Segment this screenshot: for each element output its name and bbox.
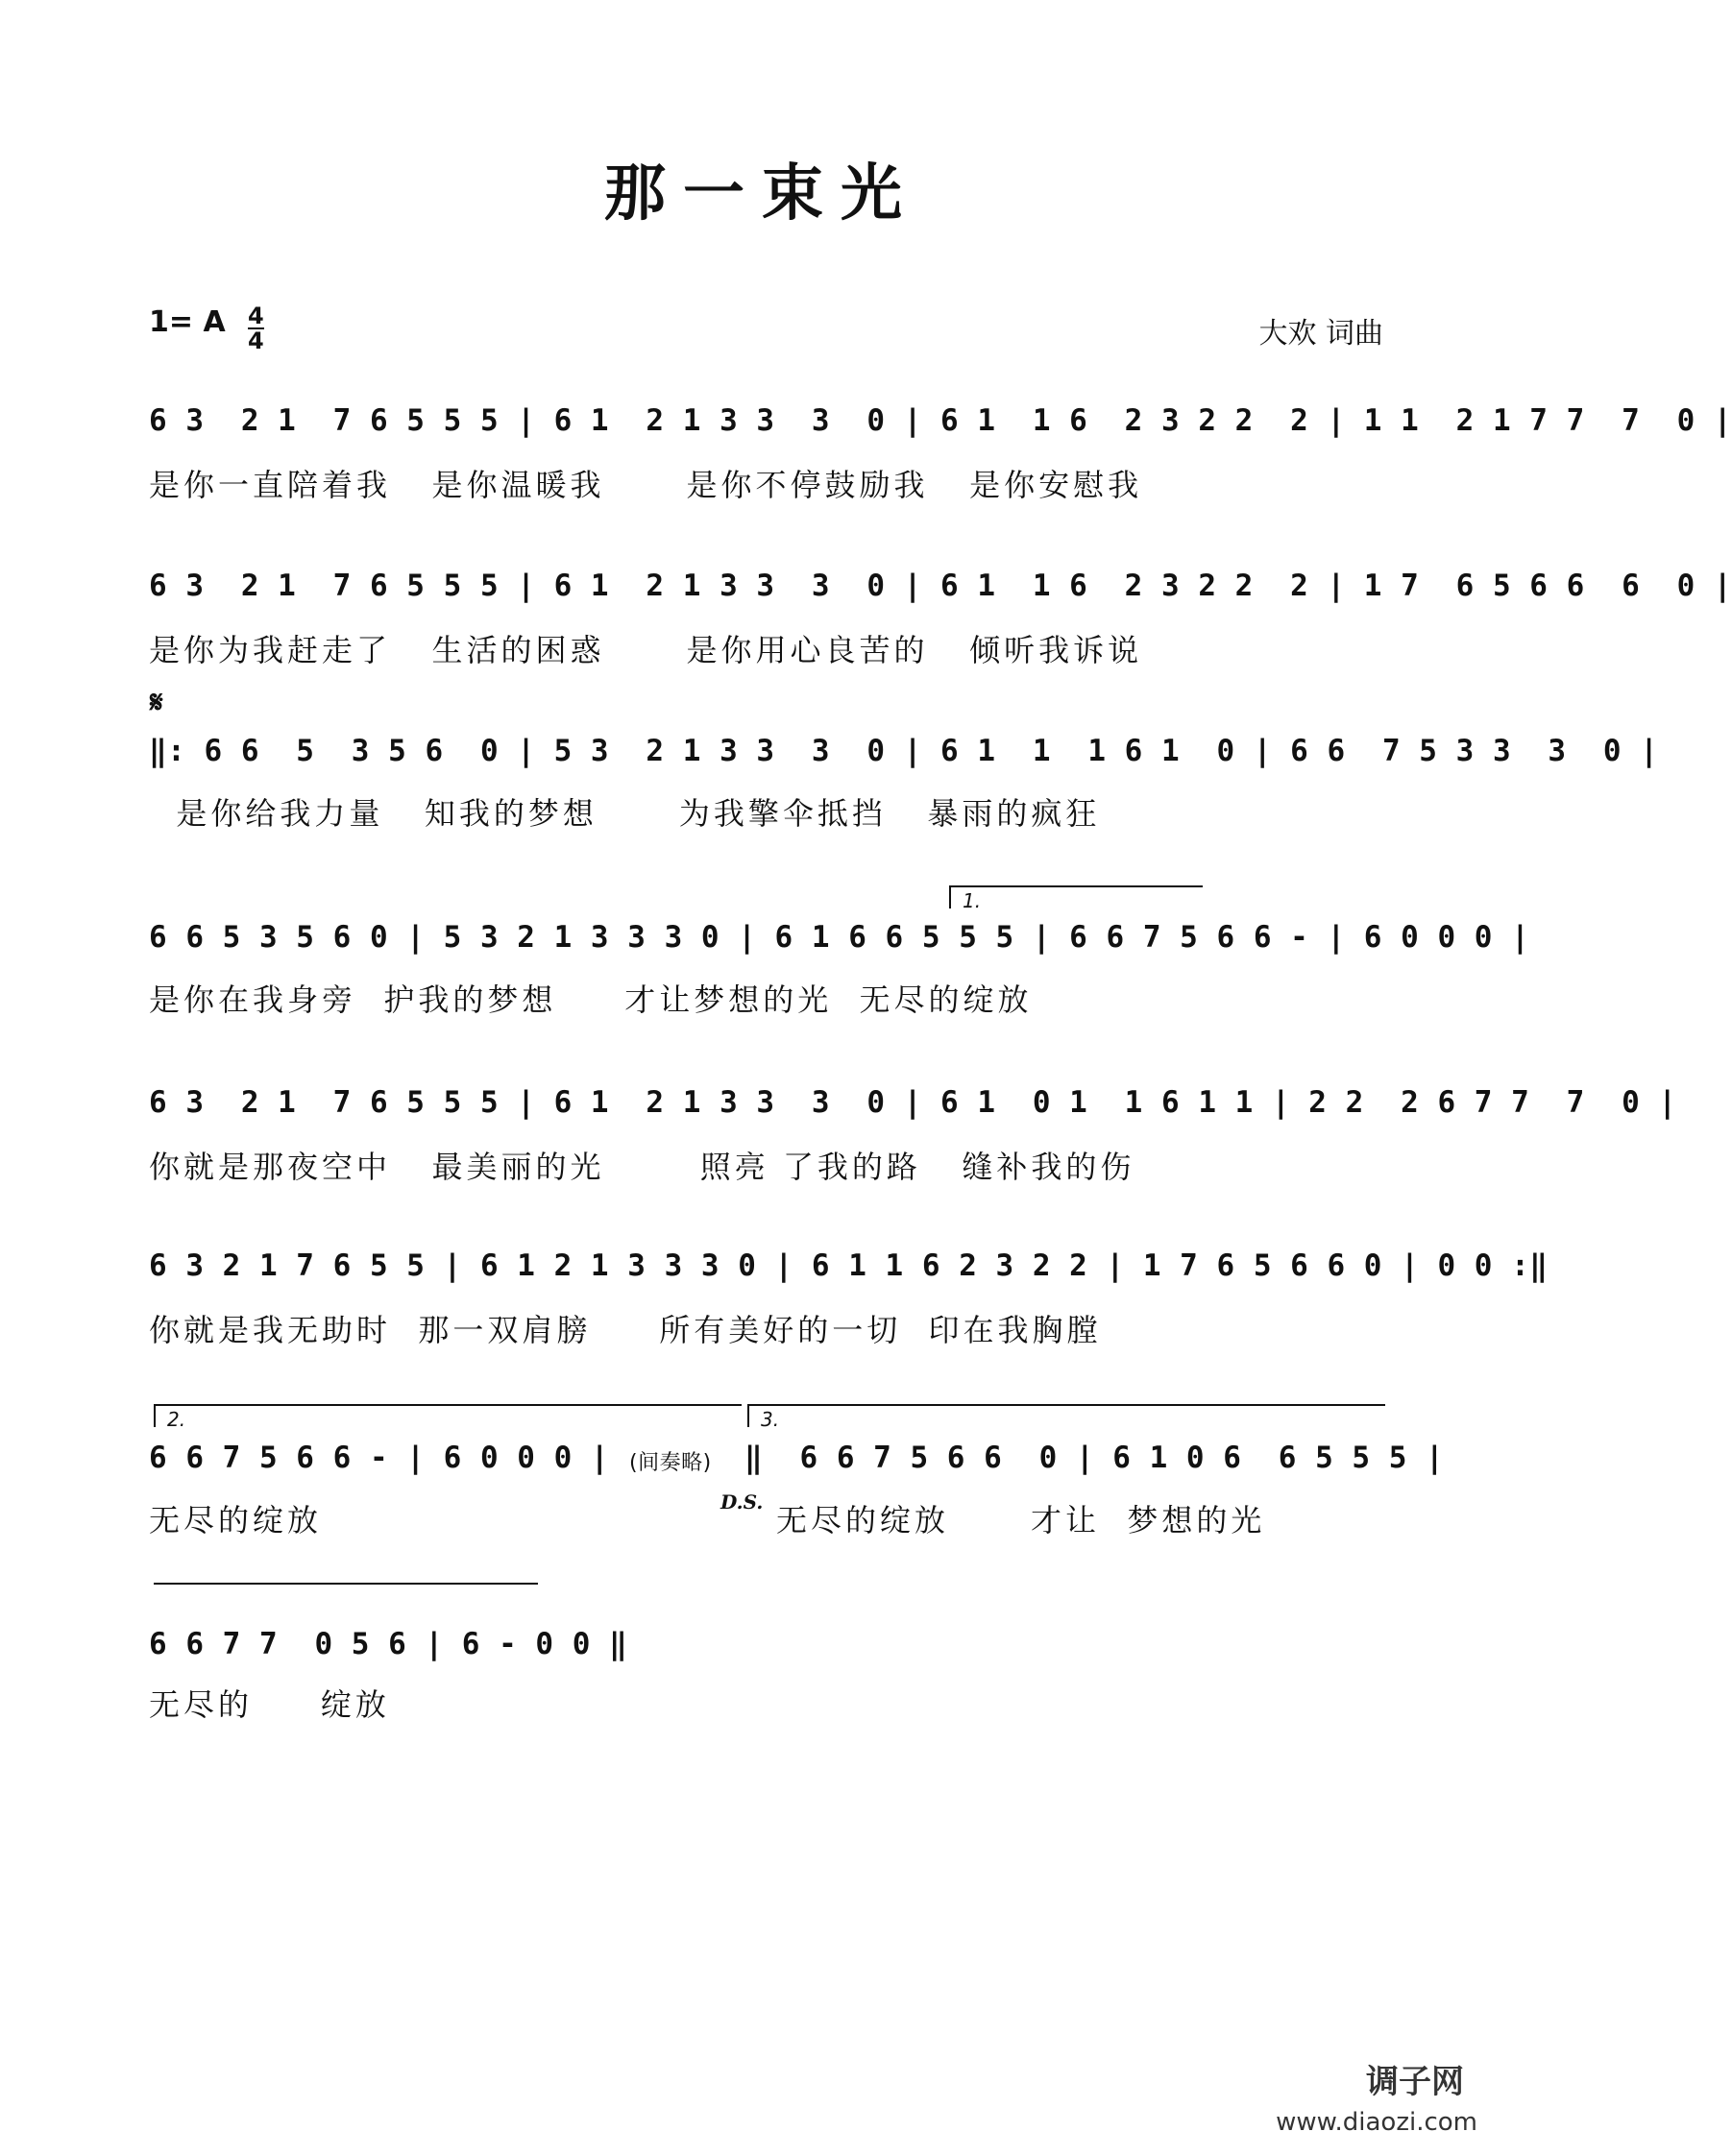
time-signature: [248, 303, 264, 354]
notation-line-5: 6 3 2 1 7 6 5 5 5 | 6 1 2 1 3 3 3 0 | 6 1 0 1 1 6 1 1 | 2 2 2 6 7 7 7 0 |: [149, 1085, 1677, 1120]
lyrics-line-6: 你就是我无助时 那一双肩膀 所有美好的一切 印在我胸膛: [149, 1312, 1102, 1348]
time-top: 4: [248, 303, 264, 329]
lyrics-line-7b: 无尽的绽放 才让 梦想的光: [776, 1502, 1266, 1538]
notation-line-4: 6 6 5 3 5 6 0 | 5 3 2 1 3 3 3 0 | 6 1 6 6 5 5 5 | 6 6 7 5 6 6 - | 6 0 0 0 |: [149, 920, 1530, 955]
volta-bracket-3: [747, 1404, 1385, 1431]
watermark-url: www.diaozi.com: [1276, 2108, 1477, 2137]
credit: 大欢 词曲: [1258, 317, 1383, 351]
volta-bracket-1: [949, 885, 1203, 912]
time-bottom: 4: [248, 327, 264, 354]
lyrics-line-5: 你就是那夜空中 最美丽的光 照亮 了我的路 缝补我的伤: [149, 1149, 1135, 1185]
notation-line-2: 6 3 2 1 7 6 5 5 5 | 6 1 2 1 3 3 3 0 | 6 1 1 6 2 3 2 2 2 | 1 7 6 5 6 6 6 0 |: [149, 569, 1732, 603]
notation-line-3: ‖: 6 6 5 3 5 6 0 | 5 3 2 1 3 3 3 0 | 6 1 1 1 6 1 0 | 6 6 7 5 3 3 3 0 |: [149, 734, 1659, 768]
notation-line-8: 6 6 7 7 0 5 6 | 6 - 0 0 ‖: [149, 1627, 628, 1661]
lyrics-line-1: 是你一直陪着我 是你温暖我 是你不停鼓励我 是你安慰我: [149, 467, 1143, 503]
notation-line-7a: 6 6 7 5 6 6 - | 6 0 0 0 |: [149, 1441, 610, 1475]
watermark-site: 调子网: [1366, 2063, 1464, 2101]
interlude-note: (间奏略): [629, 1451, 712, 1475]
lyrics-line-2: 是你为我赶走了 生活的困惑 是你用心良苦的 倾听我诉说: [149, 632, 1143, 668]
dal-segno-mark: D.S.: [720, 1490, 764, 1514]
lyrics-line-3: 是你给我力量 知我的梦想 为我擎伞抵挡 暴雨的疯狂: [149, 795, 1101, 832]
notation-line-6: 6 3 2 1 7 6 5 5 | 6 1 2 1 3 3 3 0 | 6 1 1 6 2 3 2 2 | 1 7 6 5 6 6 0 | 0 0 :‖: [149, 1248, 1549, 1283]
volta-bracket-2: [154, 1404, 742, 1431]
notation-line-1: 6 3 2 1 7 6 5 5 5 | 6 1 2 1 3 3 3 0 | 6 1 1 6 2 3 2 2 2 | 1 1 2 1 7 7 7 0 |: [149, 403, 1732, 438]
song-title: 那一束光: [604, 158, 919, 230]
volta-label-2: 2.: [167, 1408, 186, 1431]
coda-bracket: [154, 1583, 538, 1606]
lyrics-line-4: 是你在我身旁 护我的梦想 才让梦想的光 无尽的绽放: [149, 981, 1033, 1018]
lyrics-line-8: 无尽的 绽放: [149, 1686, 390, 1723]
volta-label-3: 3.: [761, 1408, 780, 1431]
notation-line-7b: ‖ 6 6 7 5 6 6 0 | 6 1 0 6 6 5 5 5 |: [744, 1441, 1445, 1475]
segno-sign: 𝄋: [150, 684, 163, 720]
volta-label-1: 1.: [963, 889, 982, 912]
lyrics-line-7a: 无尽的绽放: [149, 1502, 323, 1538]
key-signature: 1= A: [149, 305, 226, 339]
